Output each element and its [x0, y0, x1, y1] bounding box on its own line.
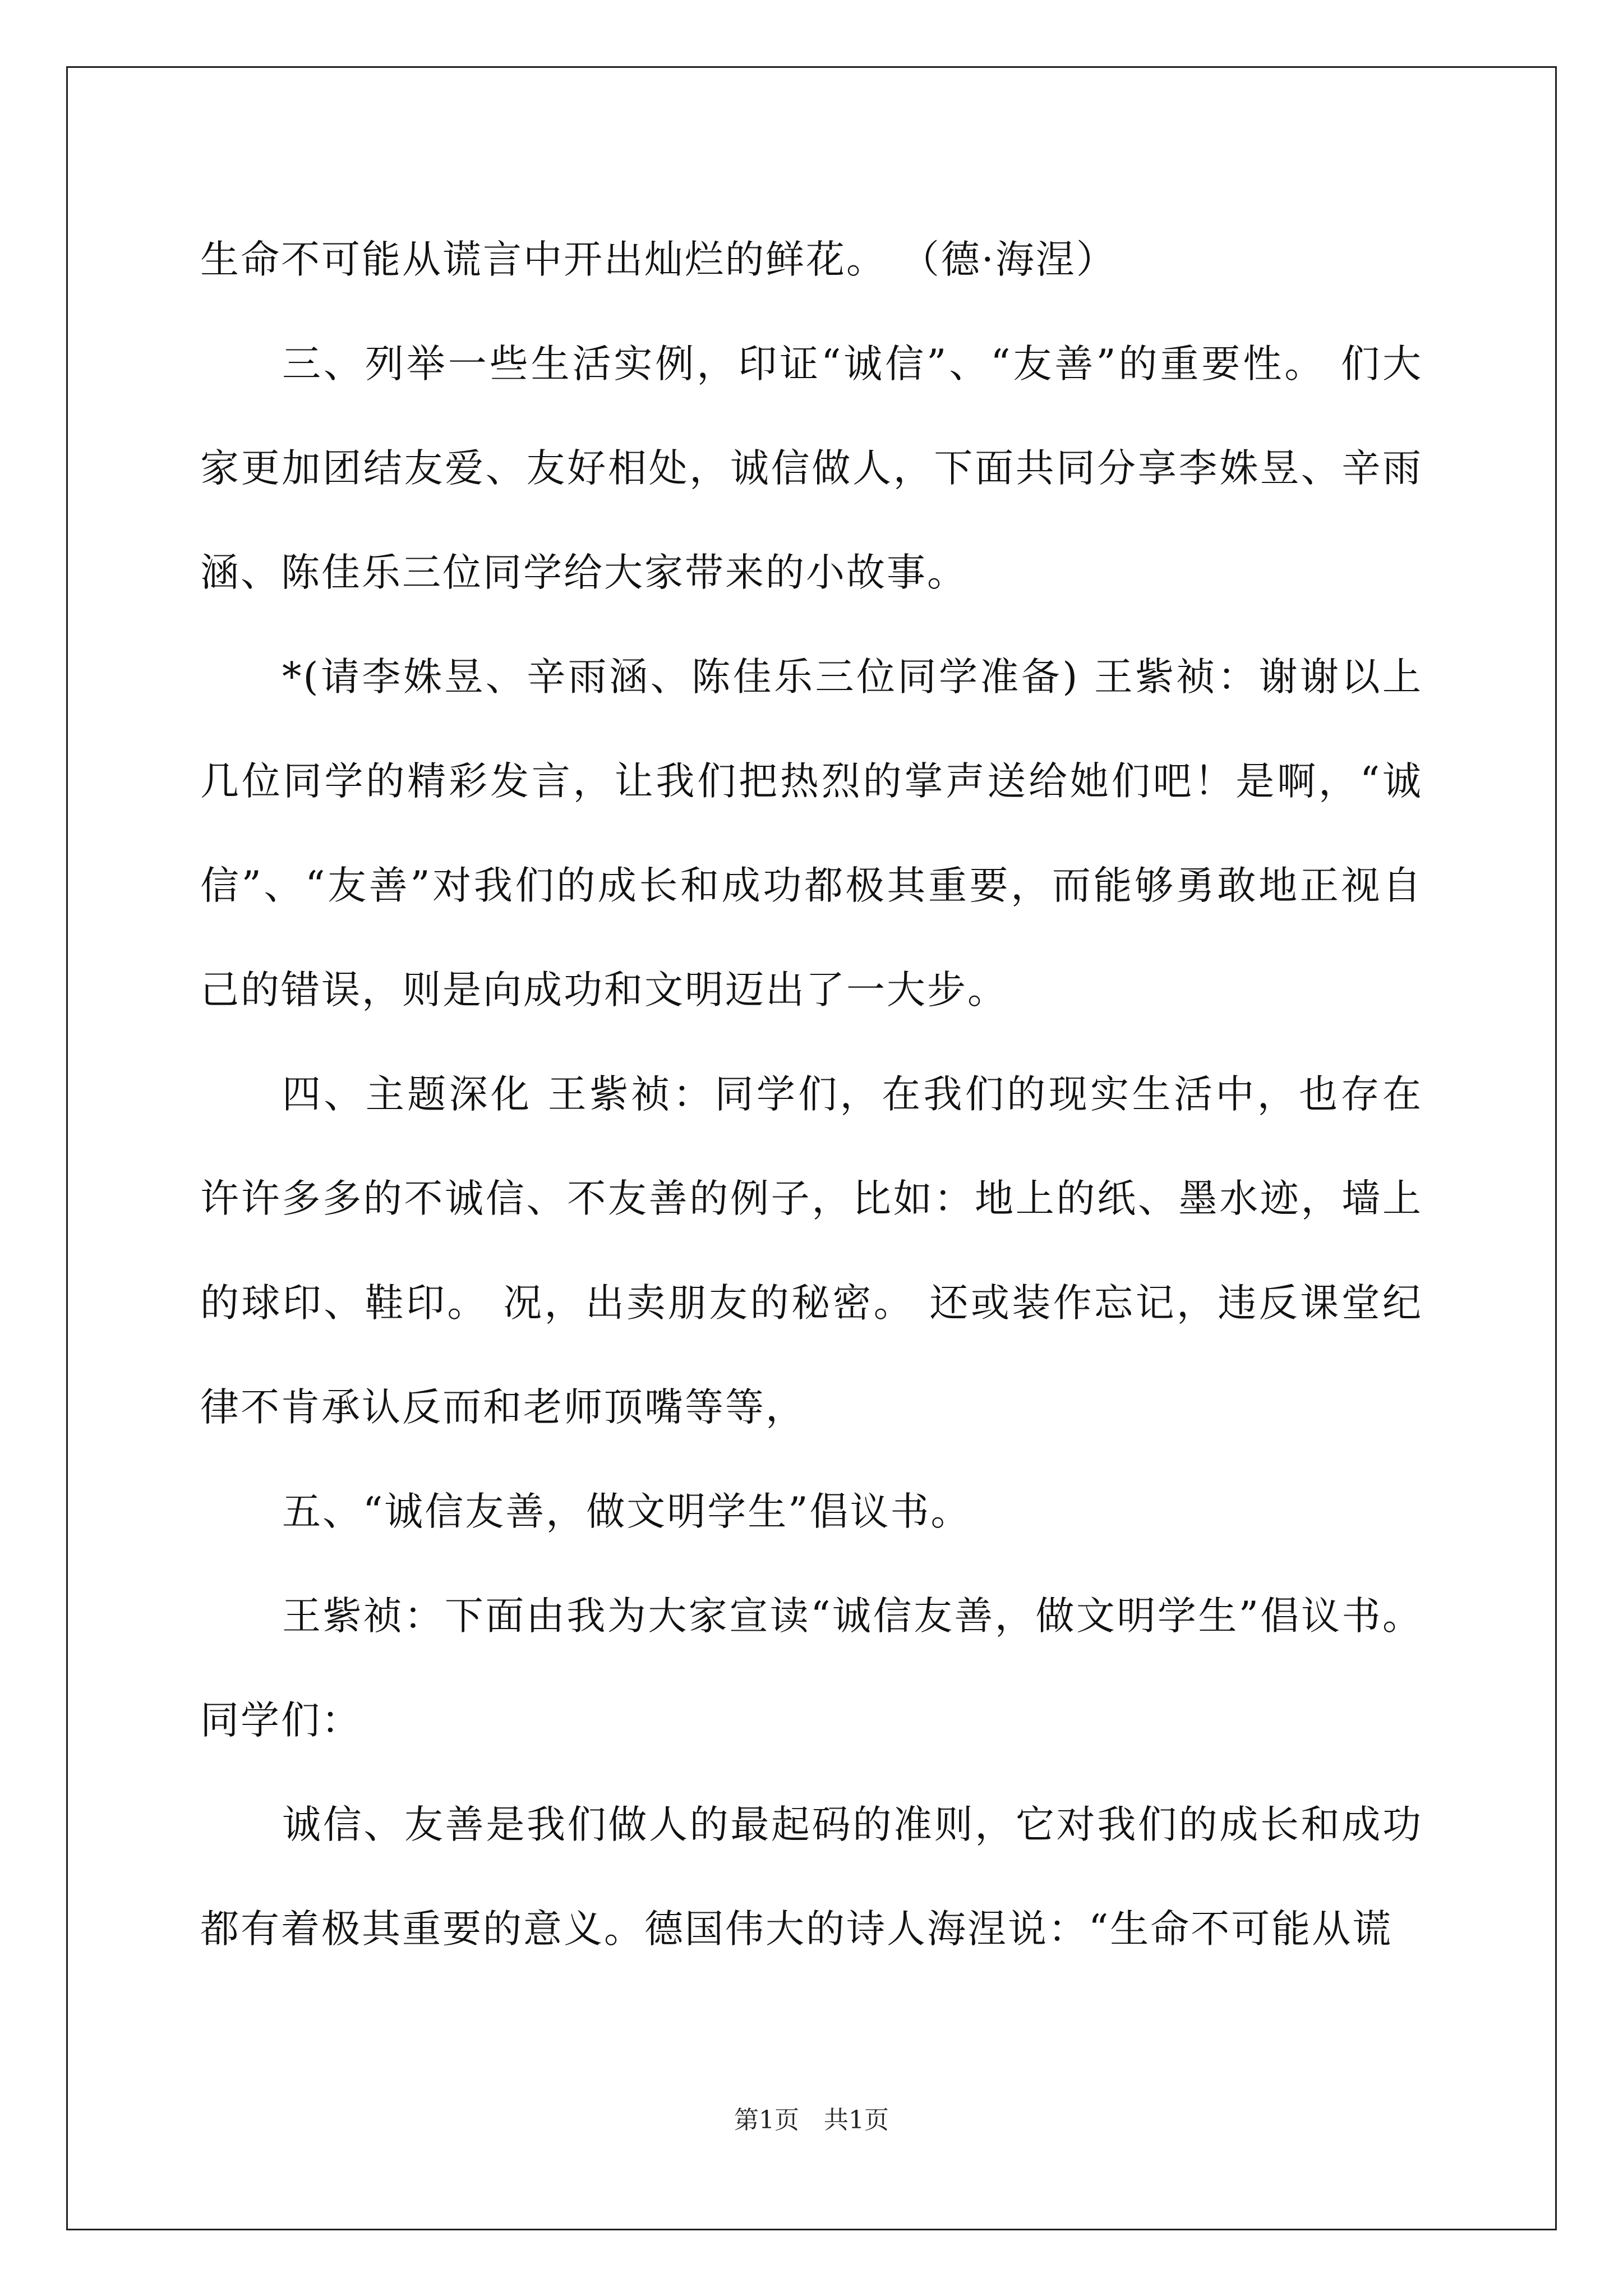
paragraph-4: 四、主题深化 王紫祯：同学们，在我们的现实生活中，也存在许许多多的不诚信、不友善的例子，比如：地上的纸、墨水迹，墙上的球印、鞋印。 况，出卖朋友的秘密。 还或装作忘记，违反课堂纪律不肯承认反而和老师顶嘴等等， — [200, 1072, 1423, 1430]
document-body — [200, 208, 1423, 1981]
paragraph-6: 王紫祯：下面由我为大家宣读“诚信友善，做文明学生”倡议书。同学们： — [200, 1594, 1423, 1743]
paragraph-7: 诚信、友善是我们做人的最起码的准则，它对我们的成长和成功都有着极其重要的意义。德国伟大的诗人海涅说：“生命不可能从谎 — [200, 1802, 1423, 1952]
paragraph-2: 三、列举一些生活实例，印证“诚信”、“友善”的重要性。 们大家更加团结友爱、友好相处，诚信做人，下面共同分享李姝昱、辛雨涵、陈佳乐三位同学给大家带来的小故事。 — [200, 342, 1423, 595]
page-footer: 第1页 共1页 — [734, 2106, 889, 2134]
paragraph-1: 生命不可能从谎言中开出灿烂的鲜花。 （德·海涅） — [200, 237, 1117, 282]
paragraph-3: *(请李姝昱、辛雨涵、陈佳乐三位同学准备) 王紫祯：谢谢以上几位同学的精彩发言，让我们把热烈的掌声送给她们吧！是啊，“诚信”、“友善”对我们的成长和成功都极其重要，而能够勇敢地正视自己的错误，则是向成功和文明迈出了一大步。 — [200, 655, 1423, 1013]
paragraph-5: 五、“诚信友善，做文明学生”倡议书。 — [282, 1489, 971, 1534]
